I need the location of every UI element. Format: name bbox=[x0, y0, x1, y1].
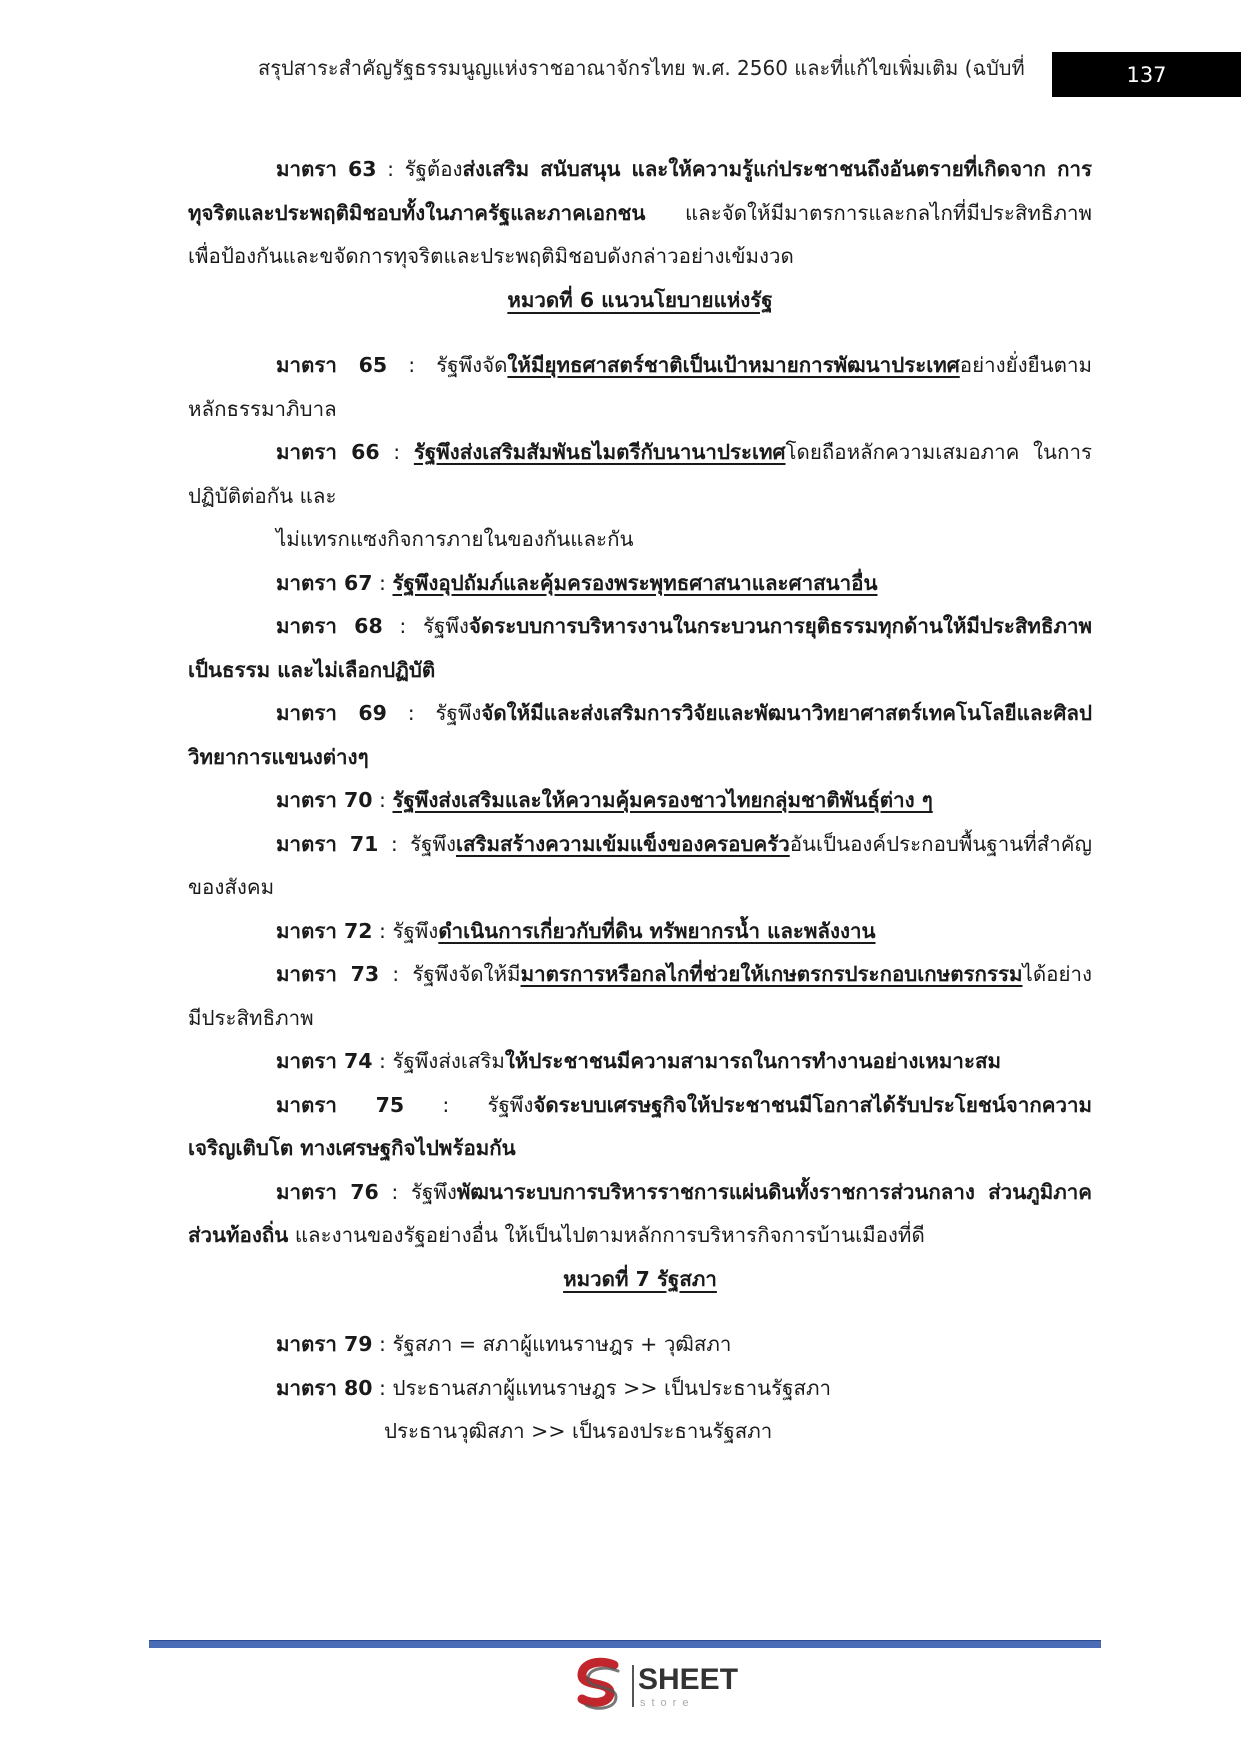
section-label: มาตรา 76 bbox=[276, 1179, 379, 1204]
text: : bbox=[372, 788, 393, 812]
section-69-line-2 bbox=[188, 736, 1092, 780]
section-label: มาตรา 73 bbox=[276, 962, 380, 986]
text-bold: วิทยาการแขนงต่างๆ bbox=[188, 744, 369, 769]
section-80-line-1 bbox=[188, 1367, 1092, 1411]
logo-subtext: store bbox=[640, 1697, 695, 1709]
text: มีประสิทธิภาพ bbox=[188, 1005, 314, 1030]
text: : รัฐต้อง bbox=[376, 157, 463, 181]
section-label: มาตรา 63 bbox=[276, 157, 377, 181]
header-title: สรุปสาระสำคัญรัฐธรรมนูญแห่งราชอาณาจักรไทย พ.ศ. 2560 และที่แก้ไขเพิ่มเติม (ฉบับที่ bbox=[258, 56, 1025, 80]
section-label: มาตรา 71 bbox=[276, 831, 379, 856]
section-71-line-1 bbox=[188, 823, 1092, 867]
text: : ประธานสภาผู้แทนราษฎร >> เป็นประธานรัฐสภา bbox=[372, 1375, 831, 1400]
sheet-store-logo bbox=[574, 1657, 744, 1713]
text: อย่างยั่งยืนตาม bbox=[959, 353, 1092, 377]
text-bold: ทุจริตและประพฤติมิชอบทั้งในภาครัฐและภาคเอกชน bbox=[188, 200, 646, 225]
section-74-line-1 bbox=[188, 1040, 1092, 1084]
text-bold-underline: รัฐพึงส่งเสริมสัมพันธไมตรีกับนานาประเทศ bbox=[413, 440, 786, 464]
logo-text: SHEET bbox=[638, 1663, 739, 1696]
document-body bbox=[188, 148, 1092, 1454]
text-bold: ให้ประชาชนมีความสามารถในการทำงานอย่างเหมาะสม bbox=[504, 1049, 1001, 1073]
page-number-badge bbox=[1052, 52, 1241, 97]
text-bold-underline: ให้มียุทธศาสตร์ชาติเป็นเป้าหมายการพัฒนาประเทศ bbox=[507, 353, 960, 377]
chapter-6-heading: หมวดที่ 6 แนวนโยบายแห่งรัฐ bbox=[507, 287, 773, 312]
section-80-line-2 bbox=[188, 1410, 1092, 1454]
text-bold: เจริญเติบโต ทางเศรษฐกิจไปพร้อมกัน bbox=[188, 1136, 516, 1160]
text: ไม่แทรกแซงกิจการภายในของกันและกัน bbox=[276, 527, 634, 551]
text-bold-underline: มาตรการหรือกลไกที่ช่วยให้เกษตรกรประกอบเกษตรกรรม bbox=[520, 962, 1023, 986]
text: : รัฐสภา = สภาผู้แทนราษฎร + วุฒิสภา bbox=[372, 1332, 732, 1356]
section-65-line-2 bbox=[188, 388, 1092, 432]
text: : bbox=[379, 440, 414, 464]
text: ของสังคม bbox=[188, 875, 275, 899]
text-bold-underline: รัฐพึงส่งเสริมและให้ความคุ้มครองชาวไทยกลุ่มชาติพันธุ์ต่าง ๆ bbox=[392, 788, 933, 812]
text-bold: ส่วนท้องถิ่น bbox=[188, 1223, 289, 1247]
text-bold-underline: ดำเนินการเกี่ยวกับที่ดิน ทรัพยากรน้ำ และพลังงาน bbox=[438, 918, 876, 943]
text: : รัฐพึง bbox=[372, 918, 439, 943]
text: : รัฐพึง bbox=[382, 614, 469, 638]
section-label: มาตรา 69 bbox=[276, 701, 387, 725]
text: : รัฐพึง bbox=[378, 831, 456, 856]
section-label: มาตรา 67 bbox=[276, 570, 373, 595]
text: ปฏิบัติต่อกัน และ bbox=[188, 483, 337, 508]
text: อันเป็นองค์ประกอบพื้นฐานที่สำคัญ bbox=[789, 831, 1092, 856]
text-bold: ส่งเสริม สนับสนุน และให้ความรู้แก่ประชาชนถึงอันตรายที่เกิดจาก การ bbox=[462, 157, 1092, 181]
section-68-line-2 bbox=[188, 649, 1092, 693]
section-label: มาตรา 75 bbox=[276, 1092, 405, 1117]
text: หลักธรรมาภิบาล bbox=[188, 396, 337, 421]
section-69-line-1 bbox=[188, 692, 1092, 736]
text: โดยถือหลักความเสมอภาค ในการ bbox=[785, 440, 1092, 464]
text-bold: พัฒนาระบบการบริหารราชการแผ่นดินทั้งราชการส่วนกลาง ส่วนภูมิภาค bbox=[456, 1179, 1092, 1204]
section-66-line-3 bbox=[188, 518, 1092, 562]
section-63-line-3 bbox=[188, 235, 1092, 279]
section-79-line-1 bbox=[188, 1323, 1092, 1367]
section-73-line-2 bbox=[188, 997, 1092, 1041]
page-number: 137 bbox=[1126, 62, 1167, 87]
section-68-line-1 bbox=[188, 605, 1092, 649]
section-72-line-1 bbox=[188, 910, 1092, 954]
text: และงานของรัฐอย่างอื่น ให้เป็นไปตามหลักการบริหารกิจการบ้านเมืองที่ดี bbox=[288, 1223, 925, 1247]
section-76-line-1 bbox=[188, 1171, 1092, 1215]
text-bold-underline: รัฐพึงอุปถัมภ์และคุ้มครองพระพุทธศาสนาและศาสนาอื่น bbox=[392, 570, 878, 595]
section-63-line-1 bbox=[188, 148, 1092, 192]
text: ประธานวุฒิสภา >> เป็นรองประธานรัฐสภา bbox=[384, 1419, 773, 1443]
text-bold-underline: เสริมสร้างความเข้มแข็งของครอบครัว bbox=[456, 831, 790, 856]
section-label: มาตรา 66 bbox=[276, 440, 380, 464]
text: ได้อย่าง bbox=[1022, 962, 1092, 986]
chapter-7-heading: หมวดที่ 7 รัฐสภา bbox=[563, 1266, 717, 1291]
section-73-line-1 bbox=[188, 953, 1092, 997]
text: : รัฐพึง bbox=[386, 701, 482, 725]
text: : รัฐพึง bbox=[378, 1179, 457, 1204]
section-67-line-1 bbox=[188, 562, 1092, 606]
section-75-line-1 bbox=[188, 1084, 1092, 1128]
section-75-line-2 bbox=[188, 1127, 1092, 1171]
text-bold: จัดระบบเศรษฐกิจให้ประชาชนมีโอกาสได้รับประโยชน์จากความ bbox=[533, 1092, 1092, 1117]
section-label: มาตรา 68 bbox=[276, 614, 383, 638]
section-71-line-2 bbox=[188, 866, 1092, 910]
text: : รัฐพึง bbox=[404, 1092, 534, 1117]
text: : bbox=[372, 570, 393, 595]
text-bold: จัดให้มีและส่งเสริมการวิจัยและพัฒนาวิทยาศาสตร์เทคโนโลยีและศิลป bbox=[481, 701, 1092, 725]
text: และจัดให้มีมาตรการและกลไกที่มีประสิทธิภาพ bbox=[645, 200, 1092, 225]
section-66-line-2 bbox=[188, 475, 1092, 519]
section-label: มาตรา 79 bbox=[276, 1332, 373, 1356]
section-label: มาตรา 70 bbox=[276, 788, 373, 812]
text: เพื่อป้องกันและขจัดการทุจริตและประพฤติมิชอบดังกล่าวอย่างเข้มงวด bbox=[188, 244, 794, 268]
text-bold: จัดระบบการบริหารงานในกระบวนการยุติธรรมทุกด้านให้มีประสิทธิภาพ bbox=[468, 614, 1092, 638]
section-label: มาตรา 74 bbox=[276, 1049, 373, 1073]
section-label: มาตรา 80 bbox=[276, 1375, 373, 1400]
logo-divider bbox=[632, 1665, 634, 1707]
footer-divider bbox=[149, 1640, 1101, 1648]
section-label: มาตรา 72 bbox=[276, 918, 373, 943]
sheet-logo-icon bbox=[574, 1657, 626, 1713]
section-65-line-1 bbox=[188, 344, 1092, 388]
text: : รัฐพึงจัด bbox=[387, 353, 508, 377]
section-70-line-1 bbox=[188, 779, 1092, 823]
text: : รัฐพึงจัดให้มี bbox=[379, 962, 521, 986]
section-label: มาตรา 65 bbox=[276, 353, 388, 377]
text-bold: เป็นธรรม และไม่เลือกปฏิบัติ bbox=[188, 657, 436, 682]
section-63-line-2 bbox=[188, 192, 1092, 236]
text: : รัฐพึงส่งเสริม bbox=[372, 1049, 505, 1073]
section-66-line-1 bbox=[188, 431, 1092, 475]
section-76-line-2 bbox=[188, 1214, 1092, 1258]
